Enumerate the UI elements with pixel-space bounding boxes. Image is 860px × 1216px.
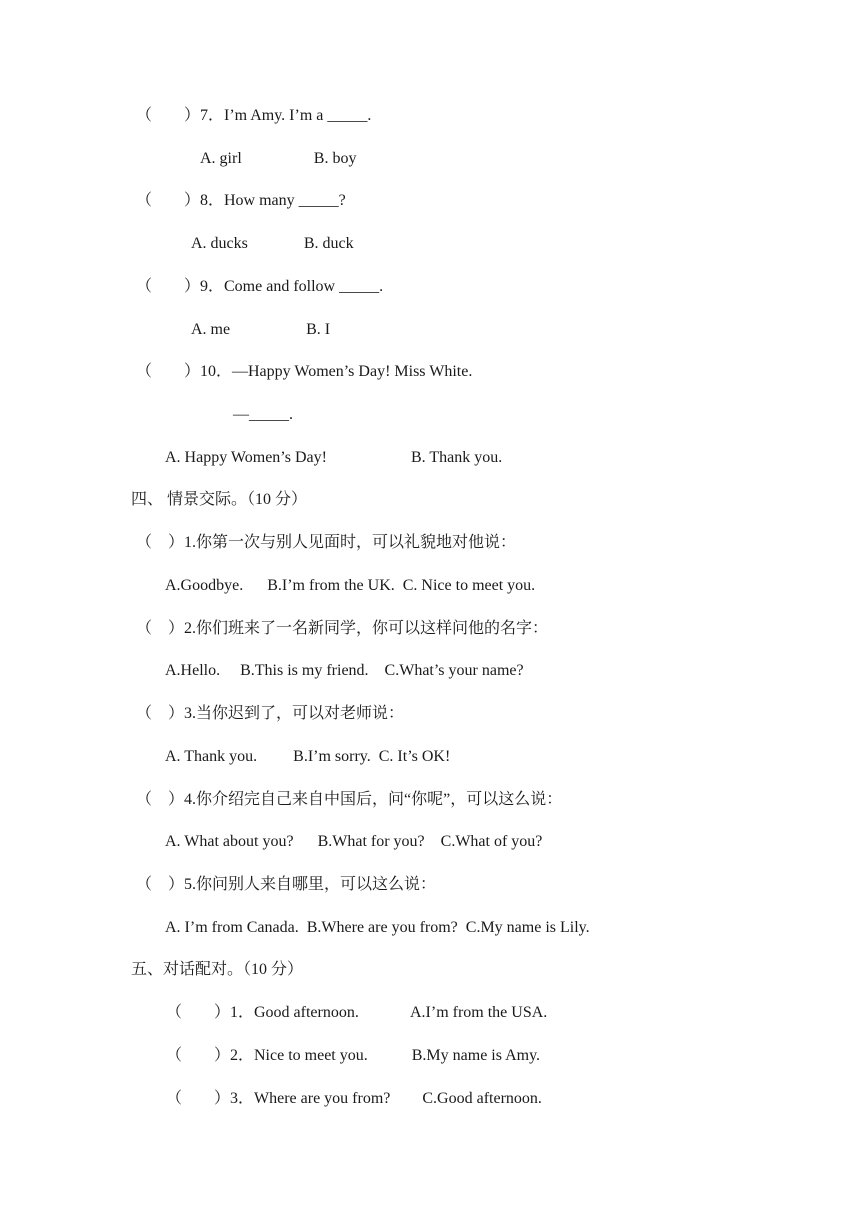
question-10: （ ）10．—Happy Women’s Day! Miss White.: [136, 363, 473, 380]
question-7-options: A. girl B. boy: [200, 150, 357, 167]
question-9: （ ）9．Come and follow _____.: [136, 278, 384, 295]
section-4-question-4: （ ）4.你介绍完自己来自中国后，问“你呢”，可以这么说：: [136, 791, 563, 808]
section-4-options-3: A. Thank you. B.I’m sorry. C. It’s OK!: [165, 748, 451, 765]
question-10-options: A. Happy Women’s Day! B. Thank you.: [165, 449, 503, 466]
question-7: （ ）7．I’m Amy. I’m a _____.: [136, 107, 372, 124]
section-4-question-3: （ ）3.当你迟到了，可以对老师说：: [136, 705, 405, 722]
section-5-pair-1: （ ）1．Good afternoon. A.I’m from the USA.: [166, 1004, 548, 1021]
section-4-options-1: A.Goodbye. B.I’m from the UK. C. Nice to meet you.: [165, 577, 536, 594]
question-9-options: A. me B. I: [191, 321, 331, 338]
section-4-question-1: （ ）1.你第一次与别人见面时，可以礼貌地对他说：: [136, 534, 517, 551]
section-5-pair-2: （ ）2．Nice to meet you. B.My name is Amy.: [166, 1047, 541, 1064]
section-5-title: 五、对话配对。（10 分）: [131, 961, 304, 978]
section-4-question-2: （ ）2.你们班来了一名新同学，你可以这样问他的名字：: [136, 620, 549, 637]
section-4-options-4: A. What about you? B.What for you? C.What of you?: [165, 833, 543, 850]
section-4-options-5: A. I’m from Canada. B.Where are you from? C.My name is Lily.: [165, 919, 590, 936]
section-4-options-2: A.Hello. B.This is my friend. C.What’s your name?: [165, 662, 524, 679]
section-5-pair-3: （ ）3．Where are you from? C.Good afternoon.: [166, 1090, 542, 1107]
question-10-reply: —_____.: [233, 406, 293, 423]
section-4-title: 四、 情景交际。（10 分）: [131, 491, 308, 508]
question-8: （ ）8．How many _____?: [136, 192, 346, 209]
question-8-options: A. ducks B. duck: [191, 235, 354, 252]
section-4-question-5: （ ）5.你问别人来自哪里，可以这么说：: [136, 876, 437, 893]
